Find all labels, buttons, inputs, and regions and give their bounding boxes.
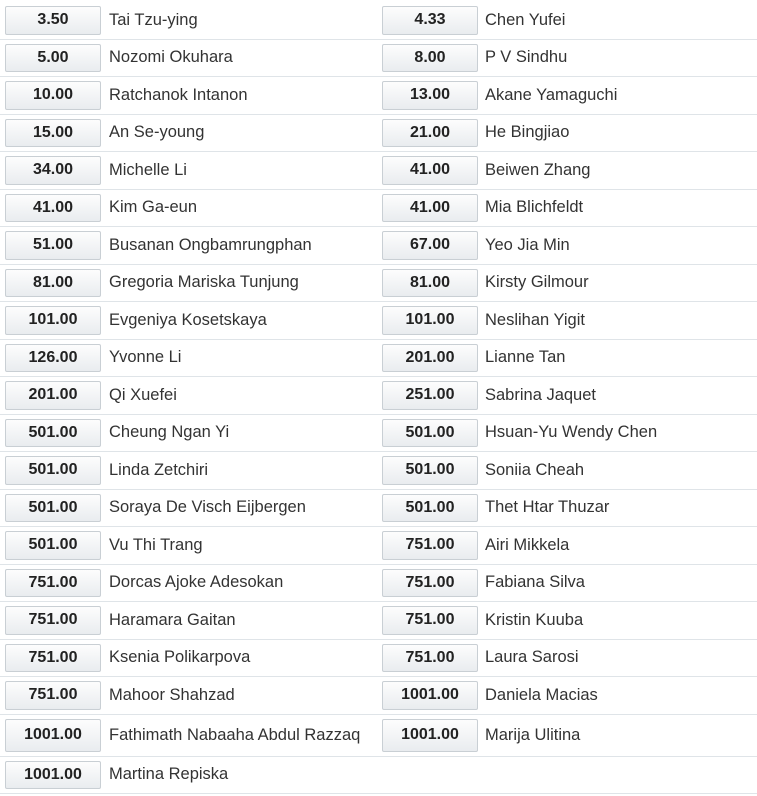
selection-cell: [0, 490, 378, 527]
odds-button[interactable]: 751.00: [382, 569, 478, 598]
selection-cell: [0, 415, 378, 452]
odds-button[interactable]: 81.00: [382, 269, 478, 298]
player-name: Mia Blichfeldt: [485, 198, 584, 217]
selection-cell: [378, 115, 756, 152]
player-name: Kristin Kuuba: [485, 610, 584, 629]
odds-button[interactable]: 251.00: [382, 381, 478, 410]
odds-button[interactable]: 101.00: [382, 306, 478, 335]
player-name: Qi Xuefei: [109, 385, 177, 404]
selection-row: [0, 115, 757, 153]
odds-button[interactable]: 15.00: [5, 119, 101, 148]
player-name: Evgeniya Kosetskaya: [109, 310, 267, 329]
odds-button[interactable]: 501.00: [5, 494, 101, 523]
odds-button[interactable]: 201.00: [5, 381, 101, 410]
odds-button[interactable]: 201.00: [382, 344, 478, 373]
player-name: Thet Htar Thuzar: [485, 498, 610, 517]
player-name: Chen Yufei: [485, 10, 566, 29]
player-name: Fabiana Silva: [485, 573, 585, 592]
selection-cell: [378, 227, 756, 264]
selection-cell: [378, 40, 756, 77]
player-name: Neslihan Yigit: [485, 310, 585, 329]
player-name: Yvonne Li: [109, 348, 182, 367]
odds-button[interactable]: 501.00: [382, 494, 478, 523]
player-name: Soniia Cheah: [485, 460, 585, 479]
selection-row: [0, 340, 757, 378]
selection-row: [0, 152, 757, 190]
selection-row: [0, 415, 757, 453]
odds-button[interactable]: 51.00: [5, 231, 101, 260]
player-name: An Se-young: [109, 123, 205, 142]
player-name: Beiwen Zhang: [485, 160, 591, 179]
player-name: Martina Repiska: [109, 765, 229, 784]
selection-cell: [0, 715, 378, 756]
player-name: Fathimath Nabaaha Abdul Razzaq: [109, 725, 361, 744]
selection-cell: [378, 602, 756, 639]
selection-cell: [0, 602, 378, 639]
player-name: Yeo Jia Min: [485, 235, 570, 254]
selection-row: [0, 377, 757, 415]
odds-button[interactable]: 67.00: [382, 231, 478, 260]
selection-cell: [378, 565, 756, 602]
selection-row: [0, 302, 757, 340]
selection-cell: [0, 452, 378, 489]
odds-button[interactable]: 751.00: [382, 531, 478, 560]
selection-cell: [0, 77, 378, 114]
odds-button[interactable]: 41.00: [5, 194, 101, 223]
player-name: Daniela Macias: [485, 685, 598, 704]
player-name: Michelle Li: [109, 160, 187, 179]
selection-row: [0, 640, 757, 678]
odds-button[interactable]: 751.00: [5, 606, 101, 635]
odds-button[interactable]: 751.00: [382, 606, 478, 635]
odds-button[interactable]: 41.00: [382, 156, 478, 185]
selection-cell: [0, 377, 378, 414]
selection-cell: [0, 227, 378, 264]
odds-button[interactable]: 10.00: [5, 81, 101, 110]
selection-cell: [0, 757, 378, 794]
odds-button[interactable]: 1001.00: [5, 761, 101, 790]
player-name: Kirsty Gilmour: [485, 273, 589, 292]
selection-cell: [0, 302, 378, 339]
odds-button[interactable]: 751.00: [5, 644, 101, 673]
selection-cell: [378, 377, 756, 414]
player-name: Haramara Gaitan: [109, 610, 236, 629]
selection-row: [0, 265, 757, 303]
player-name: Ratchanok Intanon: [109, 85, 248, 104]
odds-button[interactable]: 1001.00: [5, 719, 101, 752]
player-name: Soraya De Visch Eijbergen: [109, 498, 306, 517]
player-name: Marija Ulitina: [485, 725, 581, 744]
odds-button[interactable]: 1001.00: [382, 719, 478, 752]
player-name: Vu Thi Trang: [109, 535, 203, 554]
odds-button[interactable]: 41.00: [382, 194, 478, 223]
odds-button[interactable]: 126.00: [5, 344, 101, 373]
odds-button[interactable]: 501.00: [382, 456, 478, 485]
player-name: Laura Sarosi: [485, 648, 579, 667]
odds-button[interactable]: 751.00: [5, 569, 101, 598]
player-name: Tai Tzu-ying: [109, 10, 198, 29]
selection-cell: [0, 115, 378, 152]
selection-row: [0, 2, 757, 40]
selection-cell: [378, 415, 756, 452]
selection-cell: [378, 527, 756, 564]
selection-cell: [378, 190, 756, 227]
selection-cell: [0, 265, 378, 302]
player-name: P V Sindhu: [485, 48, 568, 67]
selection-row: [0, 715, 757, 757]
odds-button[interactable]: 501.00: [5, 531, 101, 560]
odds-button[interactable]: 34.00: [5, 156, 101, 185]
selection-row: [0, 190, 757, 228]
player-name: Cheung Ngan Yi: [109, 423, 230, 442]
selection-cell: [378, 152, 756, 189]
selection-cell: [0, 677, 378, 714]
selection-cell: [378, 302, 756, 339]
selection-row: [0, 227, 757, 265]
odds-button[interactable]: 501.00: [382, 419, 478, 448]
player-name: Hsuan-Yu Wendy Chen: [485, 423, 658, 442]
selection-row: [0, 677, 757, 715]
selection-cell: [0, 340, 378, 377]
selection-row: [0, 527, 757, 565]
selection-row: [0, 602, 757, 640]
selection-cell: [378, 265, 756, 302]
selection-cell: [378, 715, 756, 756]
player-name: Busanan Ongbamrungphan: [109, 235, 312, 254]
odds-button[interactable]: 13.00: [382, 81, 478, 110]
odds-button[interactable]: 1001.00: [382, 681, 478, 710]
selection-cell: [0, 190, 378, 227]
selection-cell: [378, 677, 756, 714]
selection-row: [0, 565, 757, 603]
odds-button[interactable]: 501.00: [5, 456, 101, 485]
selection-cell: [378, 490, 756, 527]
odds-grid: [0, 2, 757, 794]
player-name: Dorcas Ajoke Adesokan: [109, 573, 284, 592]
odds-button[interactable]: 751.00: [5, 681, 101, 710]
selection-cell: [0, 527, 378, 564]
selection-cell: [0, 152, 378, 189]
player-name: Lianne Tan: [485, 348, 566, 367]
odds-button[interactable]: 3.50: [5, 6, 101, 35]
selection-row: [0, 77, 757, 115]
selection-cell: [378, 2, 756, 39]
player-name: Airi Mikkela: [485, 535, 570, 554]
player-name: Kim Ga-eun: [109, 198, 198, 217]
odds-button[interactable]: 501.00: [5, 419, 101, 448]
player-name: Gregoria Mariska Tunjung: [109, 273, 299, 292]
odds-button[interactable]: 5.00: [5, 44, 101, 73]
selection-cell: [378, 452, 756, 489]
selection-row: [0, 40, 757, 78]
selection-row: [0, 757, 757, 795]
selection-row: [0, 490, 757, 528]
player-name: Linda Zetchiri: [109, 460, 209, 479]
odds-button[interactable]: 4.33: [382, 6, 478, 35]
selection-cell: [0, 2, 378, 39]
selection-cell: [378, 340, 756, 377]
selection-cell: [378, 640, 756, 677]
player-name: He Bingjiao: [485, 123, 570, 142]
odds-button[interactable]: 101.00: [5, 306, 101, 335]
player-name: Nozomi Okuhara: [109, 48, 233, 67]
selection-cell: [0, 640, 378, 677]
selection-cell: [0, 40, 378, 77]
selection-cell: [0, 565, 378, 602]
odds-button[interactable]: 8.00: [382, 44, 478, 73]
odds-button[interactable]: 81.00: [5, 269, 101, 298]
odds-button[interactable]: 751.00: [382, 644, 478, 673]
player-name: Mahoor Shahzad: [109, 685, 235, 704]
selection-cell: [378, 77, 756, 114]
player-name: Ksenia Polikarpova: [109, 648, 251, 667]
odds-button[interactable]: 21.00: [382, 119, 478, 148]
player-name: Akane Yamaguchi: [485, 85, 618, 104]
selection-row: [0, 452, 757, 490]
player-name: Sabrina Jaquet: [485, 385, 596, 404]
